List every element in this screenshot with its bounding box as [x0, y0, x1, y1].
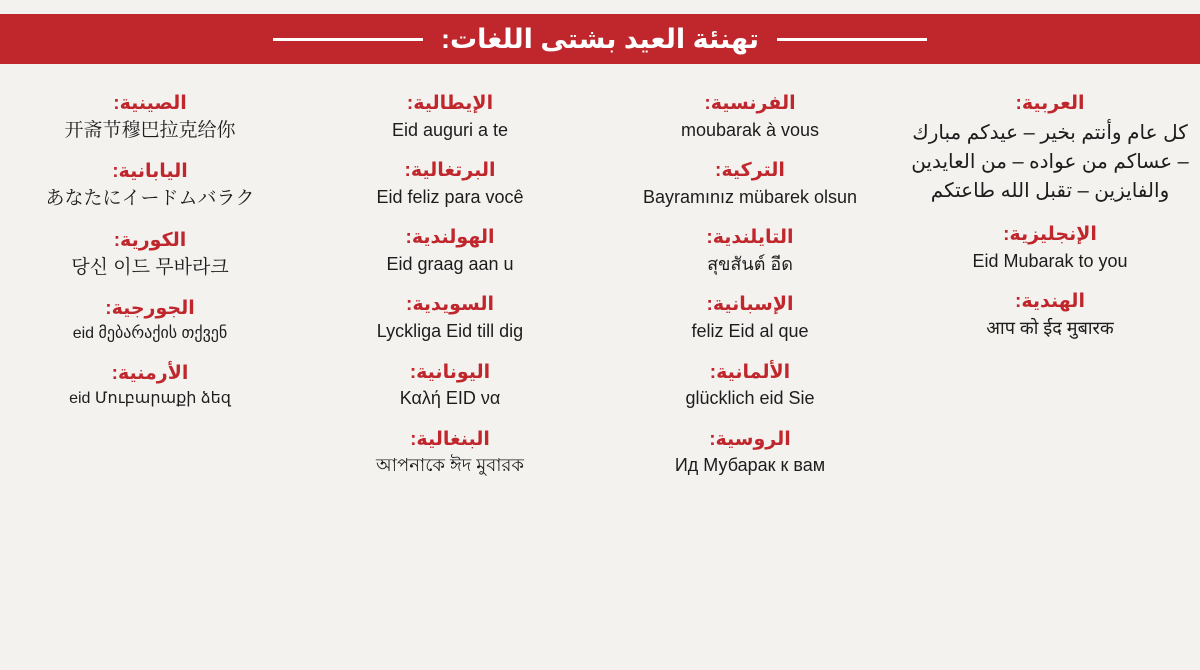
greeting-text: Bayramınız mübarek olsun: [642, 186, 858, 207]
greeting-entry: [906, 290, 1194, 340]
greeting-entry: [306, 92, 594, 142]
header-banner: [0, 14, 1200, 64]
greeting-entry: [6, 229, 294, 280]
language-label: اليونانية:: [409, 361, 491, 383]
greeting-entry: [906, 223, 1194, 273]
greeting-text: Eid graag aan u: [386, 254, 514, 275]
greeting-text: Eid auguri a te: [391, 119, 509, 140]
greeting-text: Eid Mubarak to you: [972, 250, 1128, 271]
column-chinese: [0, 92, 300, 670]
greeting-entry: [6, 160, 294, 211]
greeting-text: สุขสันต์ อีด: [707, 254, 793, 275]
greeting-text: eid Մուբարաքի ձեզ: [69, 389, 231, 407]
language-label: البنغالية:: [410, 428, 490, 450]
greeting-entry: [906, 92, 1194, 206]
language-label: الجورجية:: [105, 298, 195, 320]
column-french: [600, 92, 900, 670]
greeting-entry: [6, 297, 294, 345]
greeting-text: Καλή EID να: [399, 388, 501, 409]
greeting-text: Eid feliz para você: [376, 186, 524, 207]
language-label: الفرنسية:: [704, 93, 796, 114]
greeting-text: 开斋节穆巴拉克给你: [64, 119, 236, 141]
language-label: التايلندية:: [706, 227, 794, 249]
greeting-text: あなたにイードムバラク: [45, 188, 255, 210]
language-label: الإنجليزية:: [1003, 223, 1097, 245]
greeting-text: moubarak à vous: [680, 119, 820, 140]
greeting-entry: [6, 92, 294, 143]
language-label: الروسية:: [709, 428, 791, 450]
greeting-entry: [306, 226, 594, 276]
language-label: الأرمنية:: [111, 362, 189, 384]
greeting-entry: [6, 362, 294, 410]
language-label: الكورية:: [113, 229, 187, 251]
greeting-entry: [306, 428, 594, 478]
header-rule-left: [273, 38, 423, 41]
header-inner: [0, 24, 1200, 55]
language-label: اليابانية:: [112, 161, 188, 183]
language-label: الهندية:: [1015, 290, 1085, 312]
language-label: الإسبانية:: [706, 294, 794, 316]
column-italian: [300, 92, 600, 670]
greeting-text: glücklich eid Sie: [685, 388, 815, 409]
page-title: تهنئة العيد بشتى اللغات:: [441, 23, 760, 54]
language-label: الإيطالية:: [406, 93, 494, 114]
greeting-entry: [606, 293, 894, 343]
greeting-entry: [606, 361, 894, 411]
language-label: الصينية:: [113, 93, 187, 114]
greeting-entry: [606, 428, 894, 478]
greetings-columns: [0, 92, 1200, 670]
greeting-entry: [306, 293, 594, 343]
greeting-text: 당신 이드 무바라크: [71, 256, 229, 278]
language-label: العربية:: [1015, 93, 1085, 114]
language-label: التركية:: [715, 160, 785, 182]
greeting-text: كل عام وأنتم بخير – عيدكم مبارك – عساكم من عواده – من العايدين والفايزين – تقبل الله طاعتكم: [911, 121, 1189, 202]
greeting-entry: [306, 159, 594, 209]
greeting-text: feliz Eid al que: [691, 321, 809, 342]
greeting-text: Lyckliga Eid till dig: [376, 321, 524, 342]
greeting-entry: [306, 361, 594, 411]
greeting-entry: [606, 92, 894, 142]
language-label: الهولندية:: [405, 227, 495, 249]
greeting-entry: [606, 226, 894, 276]
language-label: البرتغالية:: [404, 160, 496, 182]
language-label: السويدية:: [406, 294, 494, 316]
greeting-text: আপনাকে ঈদ মুবারক: [376, 455, 524, 476]
language-label: الألمانية:: [709, 361, 791, 383]
greeting-text: आप को ईद मुबारक: [986, 317, 1114, 338]
column-arabic: [900, 92, 1200, 670]
greeting-entry: [606, 159, 894, 209]
greeting-text: eid მებარაქის თქვენ: [72, 325, 228, 343]
header-rule-right: [777, 38, 927, 41]
greeting-text: Ид Мубарак к вам: [674, 455, 826, 476]
